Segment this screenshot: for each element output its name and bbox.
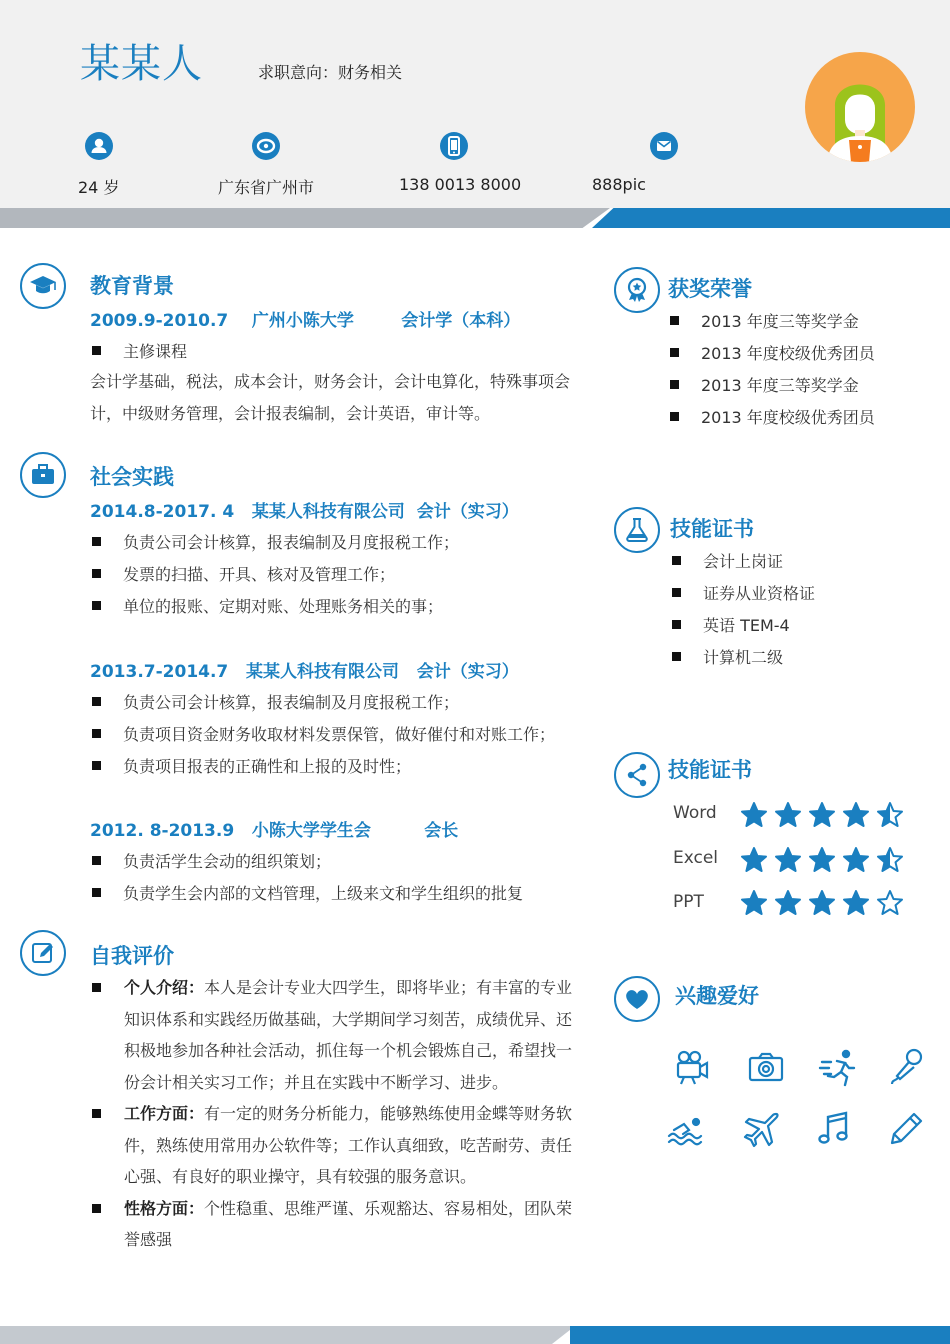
avatar [805,52,915,162]
certs-title: 技能证书 [670,517,754,541]
contact-age: 24 岁 [78,178,120,197]
hobbies-title: 兴趣爱好 [675,984,759,1008]
star-icon [774,889,802,917]
awards-title: 获奖荣誉 [668,277,752,301]
self-evaluation-list [90,972,582,1270]
education-courses: 会计学基础，税法，成本会计，财务会计，会计电算化，特殊事项会计，中级财务管理，会计报表编制，会计英语，审计等。 [90,372,571,423]
award-item: 2013 年度校级优秀团员 [670,341,875,364]
skill-name: PPT [673,892,704,912]
star-icon [740,889,768,917]
job-heading: 2014.8-2017. 4 某某人科技有限公司 会计（实习） [90,502,519,522]
graduation-cap-icon [20,263,66,309]
job-bullet: 负责项目资金财务收取材料发票保管，做好催付和对账工作； [92,722,555,745]
candidate-name: 某某人 [80,41,203,87]
skill-name: Excel [673,848,719,868]
job-bullet: 负责学生会内部的文档管理，上级来文和学生组织的批复 [92,881,523,904]
briefcase-icon [20,452,66,498]
cert-item: 证券从业资格证 [672,581,815,604]
contact-phone: 138 0013 8000 [399,175,522,194]
swimming-icon [666,1108,708,1150]
self-item: 工作方面：有一定的财务分析能力，能够熟练使用金蝶等财务软件，熟练使用常用办公软件等；工作认真细致，吃苦耐劳、责任心强、有良好的职业操守，具有较强的服务意识。 [90,1098,582,1193]
star-icon [876,846,904,874]
cert-item: 计算机二级 [672,645,783,668]
skill-rating-stars [740,846,910,874]
job-intent: 求职意向：财务相关 [258,63,403,82]
contact-email: 888pic [592,175,646,194]
education-title: 教育背景 [90,274,174,298]
job-bullet: 发票的扫描、开具、核对及管理工作； [92,562,395,585]
award-item: 2013 年度三等奖学金 [670,373,859,396]
skill-name: Word [673,803,717,823]
star-icon [808,846,836,874]
star-icon [774,846,802,874]
user-icon [85,132,113,160]
top-blue-band [592,208,950,228]
star-icon [842,801,870,829]
phone-icon [440,132,468,160]
star-icon [876,801,904,829]
education-heading: 2009.9-2010.7 广州小陈大学 会计学（本科） [90,311,521,331]
skills-title: 技能证书 [668,758,752,782]
job-bullet: 单位的报账、定期对账、处理账务相关的事； [92,594,443,617]
self-item: 个人介绍：本人是会计专业大四学生，即将毕业；有丰富的专业知识体系和实践经历做基础，大学期间学习刻苦，成绩优异、还积极地参加各种社会活动，抓住每一个机会锻炼自己，希望找一份会计相关实习工作；并且在实践中不断学习、进步。 [90,972,582,1098]
medal-icon [614,267,660,313]
music-note-icon [814,1108,856,1150]
star-icon [842,846,870,874]
self-item: 性格方面：个性稳重、思维严谨、乐观豁达、容易相处，团队荣誉感强 [90,1193,582,1256]
practice-title: 社会实践 [90,465,174,489]
microphone-icon [887,1046,929,1088]
skill-rating-stars [740,889,910,917]
bottom-blue-band [570,1326,950,1344]
cert-item: 英语 TEM-4 [672,613,790,636]
job-heading: 2013.7-2014.7 某某人科技有限公司 会计（实习） [90,662,519,682]
self-title: 自我评价 [90,944,174,968]
star-icon [808,889,836,917]
pencil-icon [886,1108,928,1150]
top-gray-band [0,208,610,228]
star-icon [876,889,904,917]
award-item: 2013 年度三等奖学金 [670,309,859,332]
running-icon [818,1046,860,1088]
location-icon [252,132,280,160]
job-bullet: 负责活学生会动的组织策划； [92,849,331,872]
job-bullet: 负责项目报表的正确性和上报的及时性； [92,754,411,777]
job-heading: 2012. 8-2013.9 小陈大学学生会 会长 [90,821,459,841]
contact-city: 广东省广州市 [218,178,315,197]
star-icon [740,801,768,829]
job-bullet: 负责公司会计核算，报表编制及月度报税工作； [92,690,459,713]
camera-icon [745,1046,787,1088]
airplane-icon [742,1108,784,1150]
star-icon [808,801,836,829]
share-icon [614,752,660,798]
skill-rating-stars [740,801,910,829]
bottom-gray-band [0,1326,575,1344]
cert-item: 会计上岗证 [672,549,783,572]
heart-icon [614,976,660,1022]
star-icon [740,846,768,874]
movie-camera-icon [670,1046,712,1088]
star-icon [774,801,802,829]
education-bullet: 主修课程 [92,339,187,362]
award-item: 2013 年度校级优秀团员 [670,405,875,428]
email-icon [650,132,678,160]
job-bullet: 负责公司会计核算，报表编制及月度报税工作； [92,530,459,553]
star-icon [842,889,870,917]
flask-icon [614,507,660,553]
edit-icon [20,930,66,976]
